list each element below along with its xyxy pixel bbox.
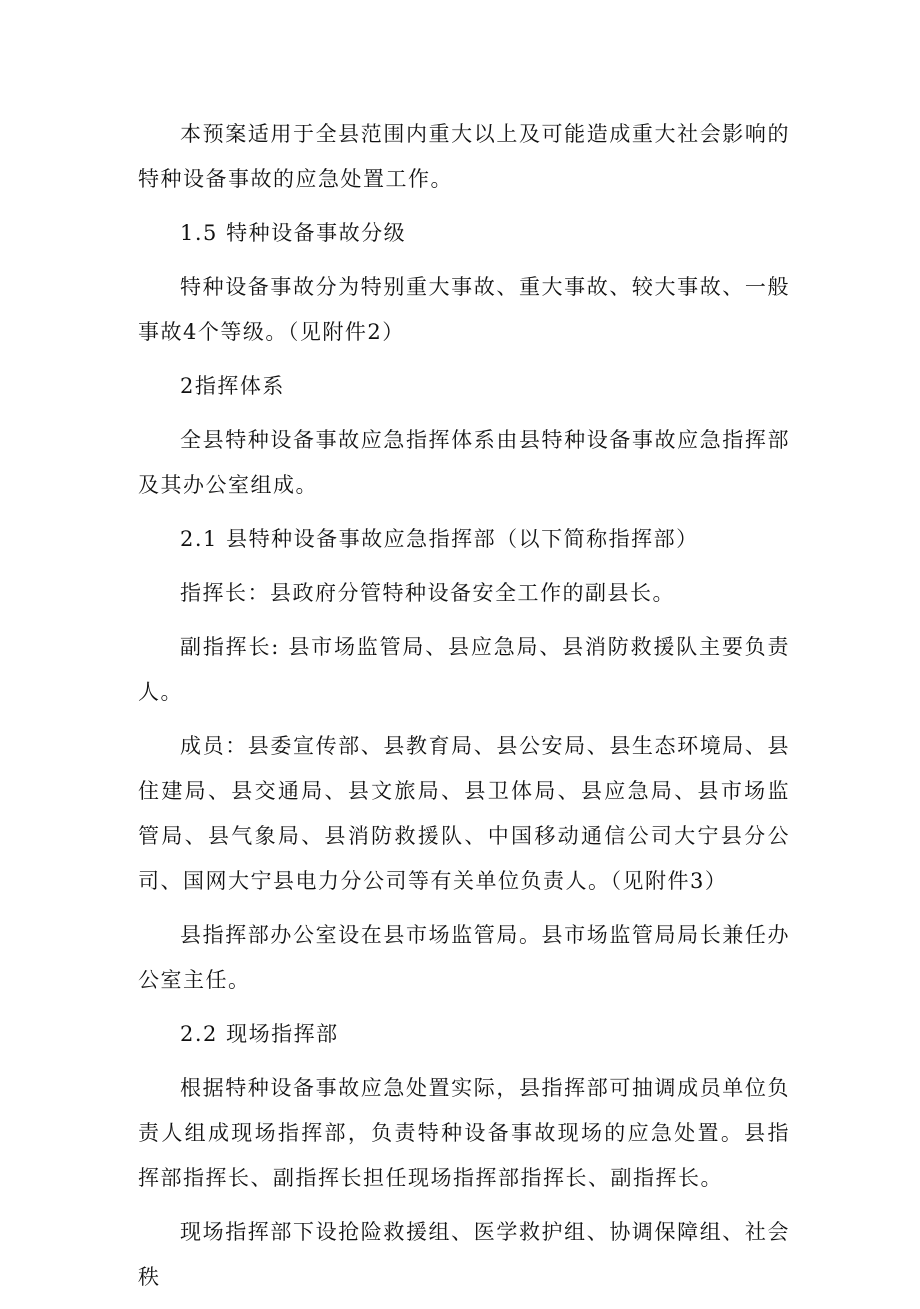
paragraph-scope: 本预案适用于全县范围内重大以上及可能造成重大社会影响的特种设备事故的应急处置工作。 — [138, 122, 790, 191]
paragraph-commander: 指挥长：县政府分管特种设备安全工作的副县长。 — [180, 581, 675, 605]
heading-2-2-onsite-command: 2.2 现场指挥部 — [180, 1022, 339, 1046]
paragraph-onsite-command: 根据特种设备事故应急处置实际，县指挥部可抽调成员单位负责人组成现场指挥部，负责特种设备事故现场的应急处置。县指挥部指挥长、副指挥长担任现场指挥部指挥长、副指挥长。 — [138, 1076, 790, 1190]
paragraph-command-system: 全县特种设备事故应急指挥体系由县特种设备事故应急指挥部及其办公室组成。 — [138, 428, 790, 497]
paragraph-deputy-commander: 副指挥长: 县市场监管局、县应急局、县消防救援队主要负责人。 — [138, 635, 790, 704]
paragraph-members: 成员：县委宣传部、县教育局、县公安局、县生态环境局、县住建局、县交通局、县文旅局、县卫体局、县应急局、县市场监管局、县气象局、县消防救援队、中国移动通信公司大宁县分公司、国网大宁县电力分公司等有关单位负责人。（见附件3） — [138, 734, 790, 893]
heading-1-5-accident-classification: 1.5 特种设备事故分级 — [180, 221, 407, 245]
heading-2-command-system: 2指挥体系 — [180, 374, 285, 398]
paragraph-office: 县指挥部办公室设在县市场监管局。县市场监管局局长兼任办公室主任。 — [138, 923, 790, 992]
paragraph-accident-levels: 特种设备事故分为特别重大事故、重大事故、较大事故、一般事故4个等级。（见附件2） — [138, 275, 790, 344]
document-body — [138, 112, 790, 1309]
heading-2-1-county-command: 2.1 县特种设备事故应急指挥部（以下简称指挥部） — [180, 527, 699, 551]
paragraph-onsite-groups: 现场指挥部下设抢险救援组、医学救护组、协调保障组、社会秩 — [138, 1220, 790, 1289]
